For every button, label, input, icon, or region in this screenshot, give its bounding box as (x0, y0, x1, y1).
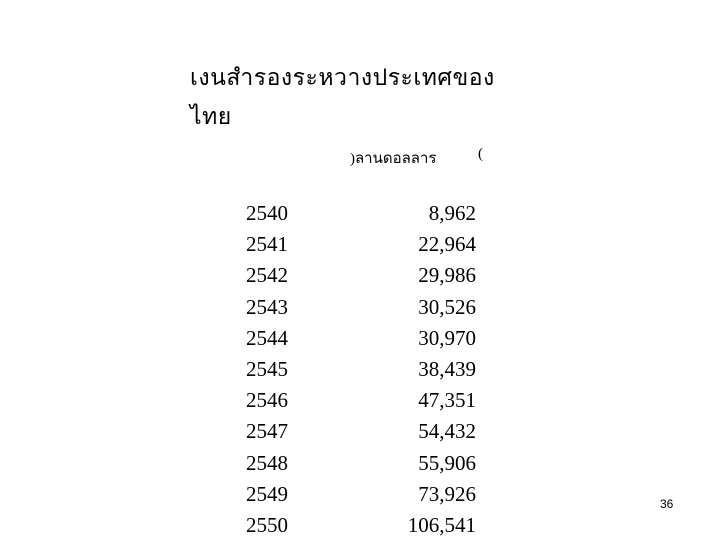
page-number: 36 (660, 497, 674, 511)
year-cell: 2546 (246, 388, 288, 413)
reserves-table (232, 198, 492, 541)
value-cell: 38,439 (418, 357, 476, 382)
title-line-2: ไทย (190, 104, 232, 129)
value-cell: 47,351 (418, 388, 476, 413)
year-cell: 2541 (246, 232, 288, 257)
year-cell: 2544 (246, 325, 288, 350)
unit-paren: ( (478, 146, 483, 162)
table-row (232, 260, 492, 291)
year-cell: 2550 (246, 512, 288, 537)
table-row (232, 510, 492, 541)
value-cell: 55,906 (418, 450, 476, 475)
table-row (232, 354, 492, 385)
value-cell: 54,432 (418, 419, 476, 444)
value-cell: 8,962 (428, 201, 476, 226)
table-row (232, 385, 492, 416)
year-cell: 2542 (246, 263, 288, 288)
year-cell: 2548 (246, 450, 288, 475)
value-cell: 29,986 (418, 263, 476, 288)
value-cell: 106,541 (407, 512, 476, 537)
title-line-1: เงนสำรองระหวางประเทศของ (190, 65, 495, 90)
year-cell: 2545 (246, 357, 288, 382)
year-cell: 2540 (246, 201, 288, 226)
value-cell: 30,526 (418, 294, 476, 319)
value-cell: 30,970 (418, 325, 476, 350)
table-row (232, 448, 492, 479)
year-cell: 2543 (246, 294, 288, 319)
table-row (232, 479, 492, 510)
table-row (232, 229, 492, 260)
value-cell: 73,926 (418, 481, 476, 506)
unit-label: )ลานดอลลาร (350, 151, 437, 167)
slide-title (190, 58, 510, 136)
year-cell: 2549 (246, 481, 288, 506)
table-row (232, 323, 492, 354)
table-row (232, 416, 492, 447)
table-row (232, 292, 492, 323)
table-row (232, 198, 492, 229)
year-cell: 2547 (246, 419, 288, 444)
value-cell: 22,964 (418, 232, 476, 257)
